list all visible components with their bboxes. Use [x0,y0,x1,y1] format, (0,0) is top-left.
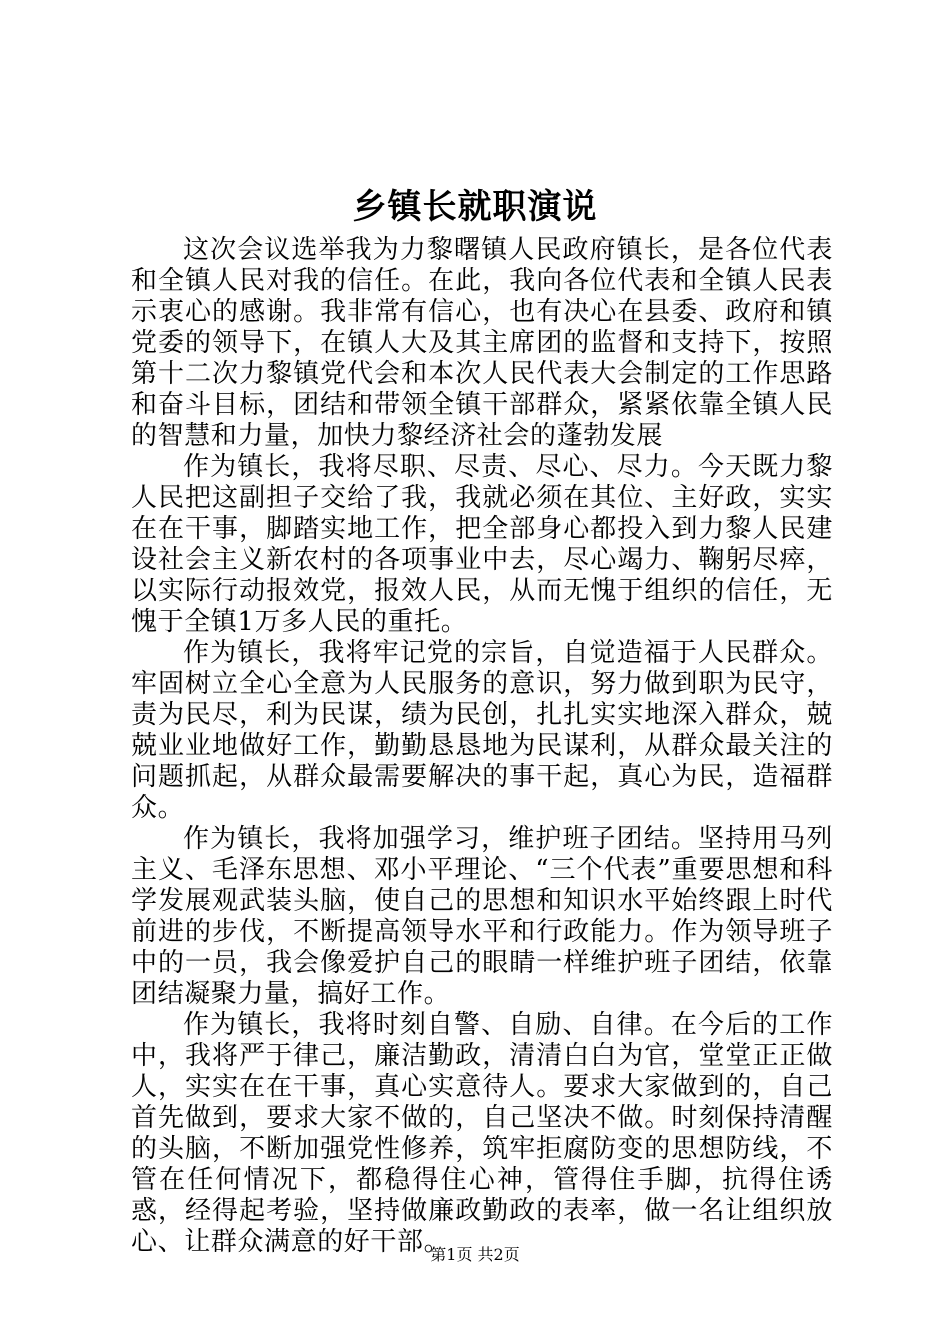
page-footer: 第1页 共2页 [430,1245,520,1264]
paragraph-4: 作为镇长，我将加强学习，维护班子团结。坚持用马列主义、毛泽东思想、邓小平理论、“三个代表”重要思想和科学发展观武装头脑，使自己的思想和知识水平始终跟上时代前进的步伐，不断提高领导水平和行政能力。作为领导班子中的一员，我会像爱护自己的眼睛一样维护班子团结，依靠团结凝聚力量，搞好工作。 [131,824,833,1009]
paragraph-2: 作为镇长，我将尽职、尽责、尽心、尽力。今天既力黎人民把这副担子交给了我，我就必须在其位、主好政，实实在在干事，脚踏实地工作，把全部身心都投入到力黎人民建设社会主义新农村的各项事业中去，尽心竭力、鞠躬尽瘁，以实际行动报效党，报效人民，从而无愧于组织的信任，无愧于全镇1万多人民的重托。 [131,452,833,637]
document-title: 乡镇长就职演说 [352,187,598,227]
paragraph-5: 作为镇长，我将时刻自警、自励、自律。在今后的工作中，我将严于律己，廉洁勤政，清清白白为官，堂堂正正做人，实实在在干事，真心实意待人。要求大家做到的，自己首先做到，要求大家不做的，自己坚决不做。时刻保持清醒的头脑，不断加强党性修养，筑牢拒腐防变的思想防线，不管在任何情况下，都稳得住心神，管得住手脚，抗得住诱惑，经得起考验，坚持做廉政勤政的表率，做一名让组织放心、让群众满意的好干部。 [131,1010,833,1257]
paragraph-1: 这次会议选举我为力黎曙镇人民政府镇长，是各位代表和全镇人民对我的信任。在此，我向各位代表和全镇人民表示衷心的感谢。我非常有信心，也有决心在县委、政府和镇党委的领导下，在镇人大及其主席团的监督和支持下，按照第十二次力黎镇党代会和本次人民代表大会制定的工作思路和奋斗目标，团结和带领全镇干部群众，紧紧依靠全镇人民的智慧和力量，加快力黎经济社会的蓬勃发展 [131,235,833,451]
paragraph-3: 作为镇长，我将牢记党的宗旨，自觉造福于人民群众。牢固树立全心全意为人民服务的意识，努力做到职为民守，责为民尽，利为民谋，绩为民创，扎扎实实地深入群众，兢兢业业地做好工作，勤勤恳恳地为民谋利，从群众最关注的问题抓起，从群众最需要解决的事干起，真心为民，造福群众。 [131,638,833,823]
document-body [131,235,833,1258]
